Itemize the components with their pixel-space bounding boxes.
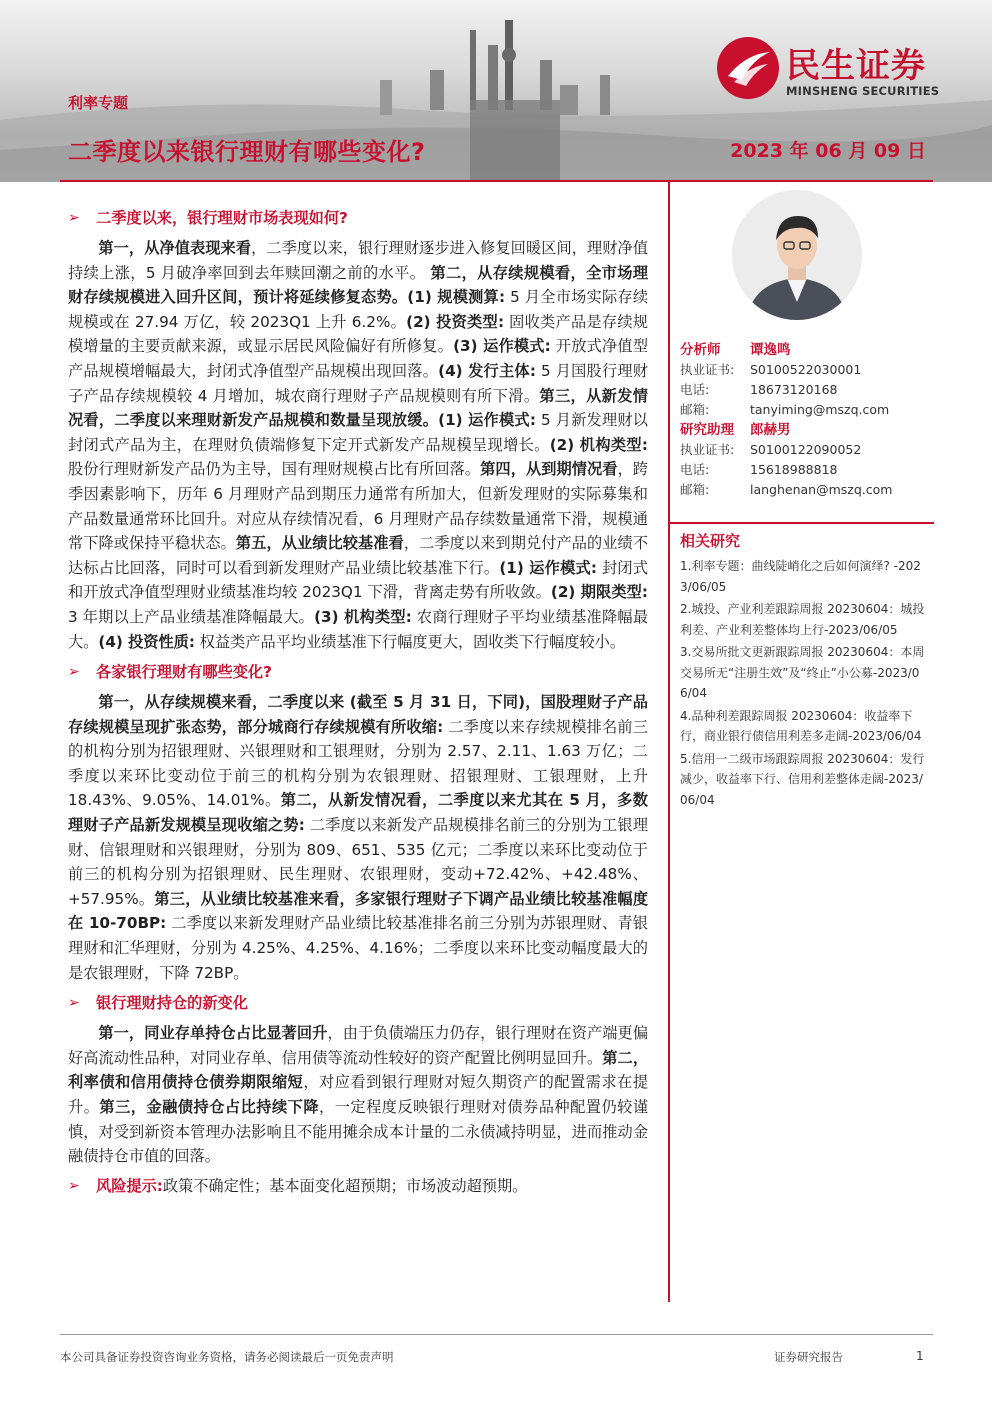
related-item[interactable]: 4.品种利差跟踪周报 20230604：收益率下行，商业银行债信用利差多走阔-2023/06/04	[680, 708, 922, 743]
text-run: 封闭式和开放式净值型理财业绩基准均较 2023Q1 下滑，背离走势有所收敛。	[68, 558, 649, 602]
bold-text-run: (4) 发行主体:	[438, 361, 536, 380]
chevron-right-icon: ➢	[68, 209, 80, 226]
section-heading	[68, 991, 648, 1015]
bold-text-run: 第三，金融债持仓占比持续下降	[99, 1098, 320, 1116]
related-divider	[670, 522, 934, 524]
person-avatar-icon	[732, 190, 862, 320]
text-run: 3 年期以上产品业绩基准降幅最大。	[68, 607, 315, 626]
assistant-name-row: 研究助理 郎赫男	[680, 422, 791, 438]
bold-text-run: 第三，从新发情况看，二季度以来理财新发产品规模和数量呈现放缓。(1) 运作模式:	[68, 386, 648, 430]
section-heading	[68, 206, 648, 230]
text-run: 股份行理财新发产品仍为主导，国有理财规模占比有所回落。	[68, 460, 481, 479]
text-run: 开放式净值型产品规模增幅最大，封闭式净值型产品规模出现回落。	[68, 337, 649, 380]
footer-divider	[60, 1334, 933, 1335]
text-run: ，对应看到银行理财对短久期资产的配置需求在提升。	[68, 1073, 649, 1116]
bold-text-run: (3) 运作模式:	[453, 337, 551, 356]
related-item[interactable]: 5.信用一二级市场跟踪周报 20230604：发行减少，收益率下行、信用利差整体走阔-2023/06/04	[680, 751, 925, 807]
text-run: 5 月全市场实际存续规模或在 27.94 万亿，较 2023Q1 上升 6.2%。	[68, 288, 649, 331]
text-run: ，二季度以来，银行理财逐步进入修复回暖区间，理财净值持续上涨，5 月破净率回到去年赎回潮之前的水平。	[68, 239, 649, 282]
page-number: 1	[916, 1349, 924, 1363]
text-run: ，二季度以来到期兑付产品的业绩不达标占比回落，同时可以看到新发理财产品业绩比较基准下行。	[68, 534, 649, 577]
text-run: 二季度以来新发理财产品业绩比较基准排名前三分别为苏银理财、青银理财和汇华理财，分别为 4.25%、4.25%、4.16%；二季度以来环比变动幅度最大的是农银理财，下降 72BP。	[68, 914, 648, 982]
text-run: ，一定程度反映银行理财对债券品种配置仍较谨慎，对受到新资本管理办法影响且不能用摊余成本计量的二永债减持明显，进而推动金融债持仓市值的回落。	[68, 1098, 649, 1166]
brand-logo	[716, 34, 966, 104]
footer-disclaimer: 本公司具备证券投资咨询业务资格，请务必阅读最后一页免责声明	[60, 1350, 394, 1364]
assistant-cert-row: 执业证书: S0100122090052	[680, 442, 862, 457]
text-run: 5 月国股行理财子产品存续规模较 4 月增加，城农商行理财子产品规模则有所下滑。	[68, 361, 648, 405]
bold-text-run: 第五，从业绩比较基准看	[235, 534, 404, 553]
related-research-list	[680, 556, 930, 812]
analyst-email-row: 邮箱: tanyiming@mszq.com	[680, 400, 934, 420]
bold-text-run: 第二，从存续规模看，全市场理财存续规模进入回升区间，预计将延续修复态势。(1) 规模测算:	[68, 263, 649, 307]
analyst-phone-row: 电话: 18673120168	[680, 382, 838, 397]
paragraph-bank-changes	[68, 690, 648, 985]
bold-text-run: (4) 投资性质:	[98, 632, 195, 651]
assistant-phone-row: 电话: 15618988818	[680, 462, 838, 477]
header-divider	[60, 180, 933, 182]
related-item[interactable]: 1.利率专题：曲线陡峭化之后如何演绎? -2023/06/05	[680, 559, 921, 594]
report-date: 2023 年 06 月 09 日	[730, 140, 926, 162]
text-run: 5 月新发理财以封闭式产品为主，在理财负债端修复下定开式新发产品规模呈现增长。	[68, 411, 648, 454]
risk-warning	[68, 1175, 648, 1199]
section-heading	[68, 660, 648, 684]
analyst-cert-row: 执业证书: S0100522030001	[680, 362, 862, 377]
text-run: ，跨季因素影响下，历年 6 月理财产品到期压力通常有所加大，但新发理财的实际募集和产品数量通常环比回升。对应从存续情况看，6 月理财产品存续数量通常下滑，规模通常下降或保持平稳状态。	[68, 460, 649, 553]
risk-label: 风险提示:	[96, 1177, 163, 1196]
bold-text-run: (2) 期限类型:	[550, 583, 648, 602]
text-run: 权益类产品平均业绩基准下行幅度更大，固收类下行幅度较小。	[194, 632, 626, 651]
section-heading-text: 各家银行理财有哪些变化?	[96, 662, 272, 681]
report-type-label: 利率专题	[68, 94, 129, 112]
logo-chinese-name: 民生证券	[786, 46, 926, 86]
related-item[interactable]: 2.城投、产业利差跟踪周报 20230604：城投利差、产业利差整体均上行-2023/06/05	[680, 602, 925, 637]
related-item[interactable]: 3.交易所批文更新跟踪周报 20230604：本周交易所无“注册生效”及“终止”小公募-2023/06/04	[680, 645, 925, 700]
bold-text-run: (3) 机构类型:	[314, 607, 412, 626]
analyst-name-row: 分析师 谭逸鸣	[680, 342, 791, 358]
analyst-email[interactable]: tanyiming@mszq.com	[750, 402, 890, 417]
paragraph-market-performance	[68, 236, 648, 654]
analyst-info	[680, 340, 934, 500]
chevron-right-icon: ➢	[68, 1178, 80, 1195]
text-run: 农商行理财子平均业绩基准降幅最大。	[68, 607, 649, 651]
bold-text-run: 第二，从新发情况看，二季度以来尤其在 5 月，多数理财子产品新发规模呈现收缩之势:	[68, 791, 648, 835]
section-heading-text: 二季度以来，银行理财市场表现如何?	[96, 208, 348, 227]
bold-text-run: (2) 机构类型:	[549, 435, 649, 454]
logo-english-name: MINSHENG SECURITIES	[786, 84, 940, 98]
text-run: ，由于负债端压力仍存，银行理财在资产端更偏好高流动性品种，对同业存单、信用债等流动性较好的资产配置比例明显回升。	[68, 1024, 649, 1067]
bold-text-run: 第一，从净值表现来看	[98, 239, 252, 257]
bold-text-run: 第三，从业绩比较基准来看，多家银行理财子下调产品业绩比较基准幅度在 10-70BP:	[68, 889, 649, 933]
assistant-email[interactable]: langhenan@mszq.com	[750, 482, 893, 497]
related-research-title: 相关研究	[680, 532, 741, 550]
main-content	[68, 206, 648, 1199]
bold-text-run: (2) 投资类型:	[406, 312, 505, 331]
analyst-name: 谭逸鸣	[750, 342, 791, 358]
assistant-email-row: 邮箱: langhenan@mszq.com	[680, 480, 934, 500]
risk-text: 政策不确定性；基本面变化超预期；市场波动超预期。	[162, 1177, 528, 1196]
logo-mark-icon	[716, 36, 780, 100]
section-heading-text: 银行理财持仓的新变化	[96, 993, 248, 1012]
bold-text-run: 第一，从存续规模来看，二季度以来 (截至 5 月 31 日，下同)，国股理财子产品存续规模呈现扩张态势，部分城商行存续规模有所收缩:	[68, 693, 648, 736]
text-run: 固收类产品是存续规模增量的主要贡献来源，或显示居民风险偏好有所修复。	[68, 312, 648, 356]
footer-doc-type: 证券研究报告	[774, 1350, 843, 1364]
analyst-avatar	[732, 190, 862, 320]
assistant-name: 郎赫男	[750, 422, 791, 438]
bold-text-run: 第四，从到期情况看	[480, 460, 618, 479]
text-run: 二季度以来存续规模排名前三的机构分别为招银理财、兴银理财和工银理财，分别为 2.57、2.11、1.63 万亿；二季度以来环比变动位于前三的机构分别为农银理财、招银理财、工银理财，上升 18.43%、9.05%、14.01%。	[68, 717, 648, 810]
bold-text-run: 第一，同业存单持仓占比显著回升	[98, 1024, 328, 1043]
text-run: 二季度以来新发产品规模排名前三的分别为工银理财、信银理财和兴银理财，分别为 809、651、535 亿元；二季度以来环比变动位于前三的机构分别为招银理财、民生理财、农银理财，变动+72.42%、+42.48%、+57.95%。	[68, 816, 649, 908]
paragraph-holdings-changes	[68, 1021, 648, 1169]
column-divider	[668, 182, 670, 1302]
bold-text-run: (1) 运作模式:	[499, 558, 597, 577]
chevron-right-icon: ➢	[68, 663, 80, 680]
chevron-right-icon: ➢	[68, 994, 80, 1011]
page-title: 二季度以来银行理财有哪些变化?	[68, 138, 426, 166]
bold-text-run: 第二，利率债和信用债持仓债券期限缩短	[68, 1048, 649, 1092]
